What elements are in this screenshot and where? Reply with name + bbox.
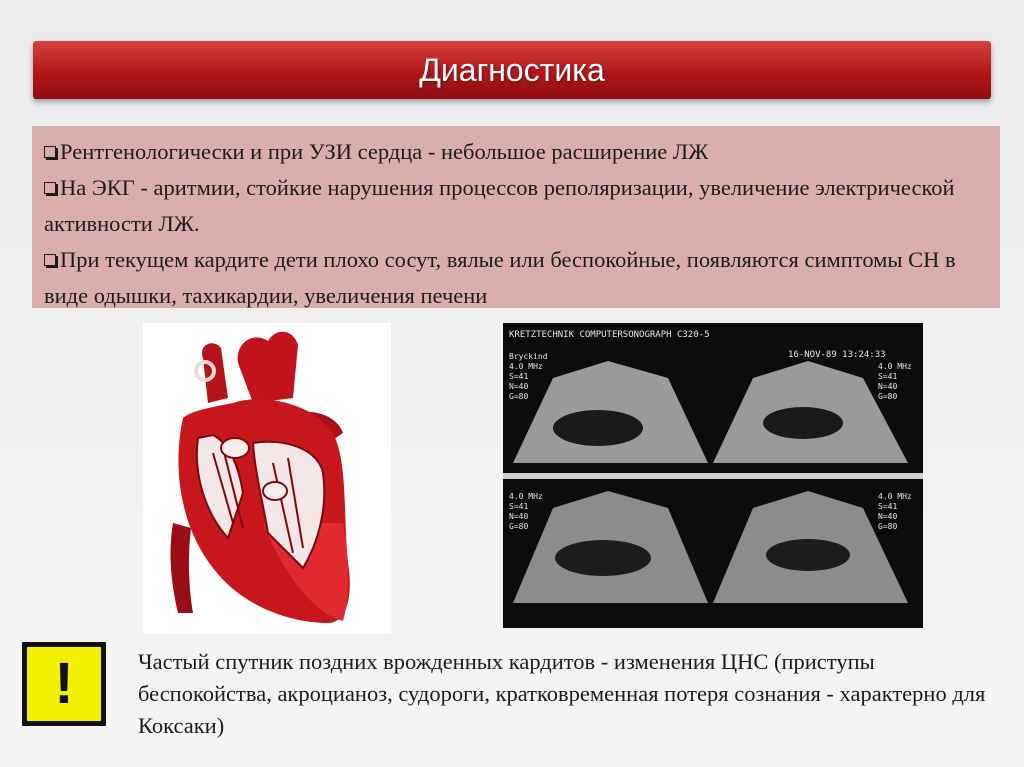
us-label: Bryckind <box>509 352 548 361</box>
bullet-text: Рентгенологически и при УЗИ сердца - небольшое расширение ЛЖ <box>60 139 709 164</box>
checkbox-bullet-icon <box>44 146 56 158</box>
us-label: N=40 <box>878 512 898 521</box>
us-label: S=41 <box>878 502 898 511</box>
us-label: G=80 <box>509 392 529 401</box>
us-label: 4.0 MHz <box>509 492 543 501</box>
warning-exclamation-icon <box>22 642 106 726</box>
us-label: 4.0 MHz <box>878 492 912 501</box>
bullet-list <box>32 126 1000 308</box>
us-label: G=80 <box>509 522 529 531</box>
checkbox-bullet-icon <box>44 182 56 194</box>
ultrasound-image <box>503 323 923 628</box>
bullet-item <box>44 134 988 170</box>
us-label: G=80 <box>878 522 898 531</box>
bullet-text: При текущем кардите дети плохо сосут, вялые или беспокойные, появляются симптомы СН в виде одышки, тахикардии, увеличения печени <box>44 247 956 308</box>
ultrasound-date: 16-NOV-89 13:24:33 <box>788 350 886 360</box>
us-label: G=80 <box>878 392 898 401</box>
us-label: S=41 <box>509 372 529 381</box>
warning-note: Частый спутник поздних врожденных кардитов - изменения ЦНС (приступы беспокойства, акроцианоз, судороги, кратковременная потеря сознания - характерно для Коксаки) <box>138 649 986 738</box>
bullet-item <box>44 170 988 242</box>
bullet-text: На ЭКГ - аритмии, стойкие нарушения процессов реполяризации, увеличение электрической активности ЛЖ. <box>44 175 955 236</box>
page-title: Диагностика <box>419 51 605 88</box>
us-label: N=40 <box>878 382 898 391</box>
us-label: S=41 <box>878 372 898 381</box>
heart-illustration <box>143 323 391 634</box>
us-label: 4.0 MHz <box>509 362 543 371</box>
checkbox-bullet-icon <box>44 254 56 266</box>
title-bar <box>33 41 991 99</box>
us-label: N=40 <box>509 512 529 521</box>
bullet-item <box>44 242 988 314</box>
heart-illustration-icon <box>143 323 391 634</box>
us-label: 4.0 MHz <box>878 362 912 371</box>
us-label: S=41 <box>509 502 529 511</box>
ultrasound-scan-icon <box>503 323 923 628</box>
ultrasound-header: KRETZTECHNIK COMPUTERSONOGRAPH C320-5 <box>509 330 710 340</box>
warning-glyph: ! <box>54 651 74 716</box>
us-label: N=40 <box>509 382 529 391</box>
